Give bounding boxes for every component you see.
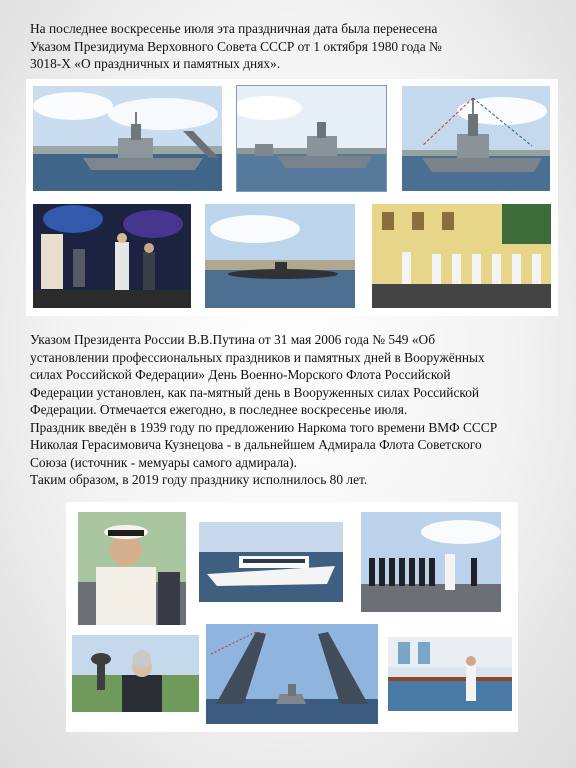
text-line: Указом Президента России В.В.Путина от 31 мая 2006 года № 549 «Об bbox=[30, 332, 436, 347]
photo-concert-stage bbox=[33, 204, 191, 308]
photo-collage-top bbox=[26, 79, 558, 316]
text-line: силах Российской Федерации» День Военно-Морского Флота Российской bbox=[30, 367, 451, 382]
text-line: установлении профессиональных праздников и памятных дней в Вооружённых bbox=[30, 349, 485, 365]
photo-collage-bottom bbox=[66, 502, 518, 732]
text-line: Федерации установлен, как па-мятный день в Вооруженных силах Российской bbox=[30, 384, 480, 400]
intro-paragraph bbox=[30, 20, 552, 73]
text-line: Праздник введён в 1939 году по предложению Наркома того времени ВМФ СССР bbox=[30, 419, 498, 435]
text-line: Федерации. Отмечается ежегодно, в последнее воскресенье июля. bbox=[30, 402, 408, 417]
text-line: Союза (источник - мемуары самого адмирала). bbox=[30, 454, 297, 470]
text-line: Таким образом, в 2019 году празднику исполнилось 80 лет. bbox=[30, 472, 368, 487]
text-line: Указом Президиума Верховного Совета СССР от 1 октября 1980 года № bbox=[30, 38, 442, 54]
photo-warship-flags bbox=[402, 86, 550, 191]
photo-submarine bbox=[205, 204, 355, 308]
text-line: На последнее воскресенье июля эта праздничная дата была перенесена bbox=[30, 21, 438, 36]
photo-drawbridge-ships bbox=[206, 624, 378, 724]
photo-embankment-sailor bbox=[388, 637, 512, 711]
photo-sailors-march bbox=[372, 204, 551, 308]
photo-sailors-parade bbox=[361, 512, 501, 612]
photo-admiral-portrait bbox=[78, 512, 186, 625]
photo-veteran-woman bbox=[72, 635, 199, 712]
photo-warship-bridge bbox=[33, 86, 222, 191]
text-line: Николая Герасимовича Кузнецова - в дальнейшем Адмирала Флота Советского bbox=[30, 437, 482, 452]
text-line: 3018-X «О праздничных и памятных днях». bbox=[30, 56, 281, 71]
main-paragraph bbox=[30, 331, 554, 489]
photo-warship-river bbox=[237, 86, 386, 191]
photo-white-yacht bbox=[199, 522, 343, 602]
